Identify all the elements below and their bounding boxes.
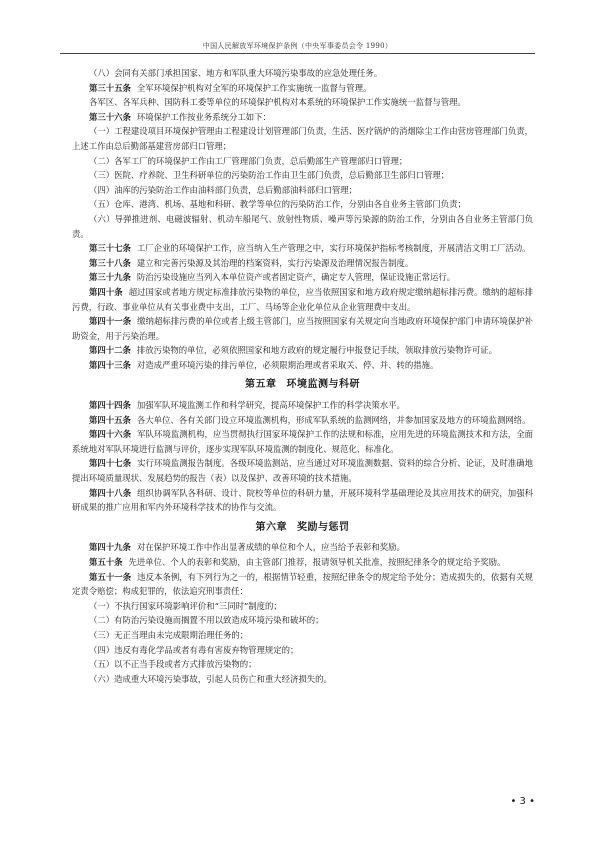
article-number: 第三十九条 — [89, 272, 131, 283]
article-number: 第三十七条 — [89, 243, 131, 254]
article-paragraph — [72, 81, 533, 96]
article-paragraph — [72, 555, 533, 570]
article-paragraph — [72, 456, 533, 485]
article-paragraph — [72, 110, 533, 125]
article-paragraph — [72, 486, 533, 515]
paragraph-text: （三）医院、疗养院、卫生科研单位的污染防治工作由卫生部门负责，总后勤部卫生部归口管理； — [89, 170, 450, 181]
article-number: 第四十二条 — [89, 345, 131, 356]
article-number: 第四十八条 — [89, 487, 132, 498]
paragraph-text: （四）违反有毒化学品或者有毒有害废弃物管理规定的； — [89, 644, 299, 655]
paragraph-text: （二）各军工厂的环境保护工作由工厂管理部门负责，总后勤部生产管理部归口管理； — [89, 155, 408, 166]
clause-paragraph — [72, 628, 533, 643]
article-number: 第三十五条 — [89, 82, 131, 93]
clause-paragraph — [72, 168, 533, 183]
clause-paragraph — [72, 643, 533, 658]
chapter-number: 第六章 — [255, 521, 287, 533]
article-number: 第四十七条 — [89, 458, 132, 469]
paragraph-text: 实行环境监测报告制度。各级环境监测站，应当通过对环境监测数据、资料的综合分析、论证，及时准确地提出环境质量现状、发展趋势的报告（表）以及保护、改善环境的技术措施。 — [72, 458, 534, 484]
paragraph-text: 建立和完善污染源及其治理的档案资料，实行污染源及治理情况报告制度。 — [136, 257, 414, 268]
paragraph-text: （六）造成重大环境污染事故，引起人员伤亡和重大经济损失的。 — [89, 673, 332, 684]
article-number: 第五十条 — [89, 557, 123, 567]
section-chapter5 — [72, 398, 533, 515]
paragraph-text: 加强军队环境监测工作和科学研究，提高环境保护工作的科学决策水平。 — [136, 400, 405, 411]
clause-paragraph — [72, 66, 533, 81]
paragraph-text: 防治污染设施应当列入本单位资产或者固定资产，确定专人管理，保证设施正常运行。 — [136, 272, 456, 283]
chapter-heading-5 — [72, 378, 533, 393]
section-chapter6 — [72, 540, 533, 686]
paragraph-text: 违反本条例，有下列行为之一的，根据情节轻重，按照纪律条令的规定给予处分；造成损失的，依据有关规定责令赔偿；构成犯罪的，依法追究刑事责任： — [72, 571, 534, 597]
paragraph-text: 全军环境保护机构对全军的环境保护工作实施统一监督与管理。 — [136, 82, 372, 93]
article-paragraph — [72, 398, 533, 413]
chapter-number: 第五章 — [245, 379, 277, 391]
clause-paragraph — [72, 599, 533, 614]
article-number: 第四十四条 — [89, 400, 131, 411]
paragraph-text: 工厂企业的环境保护工作，应当纳入生产管理之中，实行环境保护指标考核制度，开展清洁文明工厂活动。 — [136, 243, 531, 254]
paragraph-text: 排放污染物的单位，必须依照国家和地方政府的规定履行申报登记手续，领取排放污染物许可证。 — [136, 345, 497, 356]
paragraph-text: 环境保护工作按业务系统分工如下： — [136, 111, 271, 122]
section-chapter4-tail — [72, 66, 533, 372]
article-number: 第四十三条 — [89, 359, 131, 370]
page-number: • 3 • — [510, 796, 535, 807]
article-paragraph — [72, 256, 533, 271]
running-header: 中国人民解放军环境保护条例（中央军事委员会令 1990） — [202, 42, 393, 50]
article-paragraph — [72, 540, 533, 555]
article-paragraph — [72, 358, 533, 373]
clause-paragraph — [72, 95, 533, 110]
paragraph-text: 军队环境监测机构，应当贯彻执行国家环境保护工作的法规和标准，应用先进的环境监测技术和方法，全面系统地对军队环境进行监测与评价，逐步实现军队环境监测的制度化、规范化、标准化。 — [72, 429, 534, 454]
paragraph-text: （一）工程建设项目环境保护管理由工程建设计划管理部门负责，生活、医疗锅炉的消烟除尘工作由营房管理部门负责，上述工作由总后勤部基建营房部归口管理； — [72, 126, 533, 151]
paragraph-text: （八）会同有关部门承担国家、地方和军队重大环境污染事故的应急处理任务。 — [89, 68, 383, 78]
article-paragraph — [72, 413, 533, 428]
paragraph-text: （六）导弹推进剂、电磁波辐射、机动车船尾气、放射性物质、噪声等污染源的防治工作，分别由各自业务主管部门负责。 — [72, 213, 533, 239]
paragraph-text: （二）有防治污染设施而搁置不用以致造成环境污染和破坏的； — [89, 615, 324, 626]
chapter-title: 环境监测与科研 — [286, 379, 360, 391]
article-number: 第四十九条 — [89, 542, 131, 553]
paragraph-text: 组织协调军队各科研、设计、院校等单位的科研力量，开展环境科学基础理论及其应用技术的研究，加强科研成果的推广应用和军内外环境科学技术的协作与交流。 — [72, 487, 534, 513]
clause-paragraph — [72, 613, 533, 628]
article-paragraph — [72, 427, 533, 456]
article-paragraph — [72, 570, 533, 599]
article-number: 第四十五条 — [89, 414, 131, 425]
article-number: 第三十八条 — [89, 257, 131, 268]
paragraph-text: （四）油库的污染防治工作由油料部门负责，总后勤部油料部归口管理； — [89, 184, 357, 195]
paragraph-text: （三）无正当理由未完成限期治理任务的； — [89, 629, 249, 640]
paragraph-text: 超过国家或者地方规定标准排放污染物的单位，应当依照国家和地方政府规定缴纳超标排污费。缴纳的超标排污费，行政、事业单位从有关事业费中支出，工厂、马场等企业化单位从企业管理费中支出。 — [72, 286, 534, 312]
chapter-heading-6 — [72, 521, 533, 536]
article-paragraph — [72, 270, 533, 285]
paragraph-text: 各大单位、各有关部门设立环境监测机构，形成军队系统的监测网络，并参加国家及地方的环境监测网络。 — [136, 414, 531, 425]
clause-paragraph — [72, 154, 533, 169]
article-paragraph — [72, 241, 533, 256]
paragraph-text: 缴纳超标排污费的单位或者上级主管部门，应当按照国家有关规定向当地政府环境保护部门申请环境保护补助资金，用于污染治理。 — [72, 316, 534, 341]
header-rule — [60, 53, 535, 54]
clause-paragraph — [72, 212, 533, 241]
article-paragraph — [72, 314, 533, 343]
paragraph-text: 对在保护环境工作中作出显著成绩的单位和个人，应当给予表彰和奖励。 — [136, 542, 405, 553]
article-number: 第四十条 — [89, 286, 123, 297]
article-number: 第四十六条 — [89, 429, 132, 440]
article-number: 第四十一条 — [89, 316, 132, 327]
clause-paragraph — [72, 183, 533, 198]
paragraph-text: （五）以不正当手段或者方式排放污染物的； — [89, 659, 257, 670]
paragraph-text: 对造成严重环境污染的排污单位，必须限期治理或者采取关、停、并、转的措施。 — [136, 359, 439, 370]
clause-paragraph — [72, 124, 533, 153]
article-paragraph — [72, 343, 533, 358]
clause-paragraph — [72, 672, 533, 687]
clause-paragraph — [72, 657, 533, 672]
article-number: 第三十六条 — [89, 111, 131, 122]
chapter-title: 奖励与惩罚 — [297, 521, 350, 533]
paragraph-text: 先进单位、个人的表彰和奖励，由主管部门推荐，报请领导机关批准，按照纪律条令的规定给予奖励。 — [128, 557, 506, 567]
paragraph-text: （五）仓库、港湾、机场、基地和科研、教学等单位的污染防治工作，分别由各自业务主管部门负责； — [89, 199, 466, 210]
article-paragraph — [72, 285, 533, 314]
article-number: 第五十一条 — [89, 571, 132, 582]
clause-paragraph — [72, 197, 533, 212]
paragraph-text: 各军区、各军兵种、国防科工委等单位的环境保护机构对本系统的环境保护工作实施统一监督与管理。 — [89, 97, 466, 108]
document-body — [72, 66, 533, 686]
paragraph-text: （一）不执行国家环境影响评价和“三同时”制度的； — [89, 600, 282, 611]
